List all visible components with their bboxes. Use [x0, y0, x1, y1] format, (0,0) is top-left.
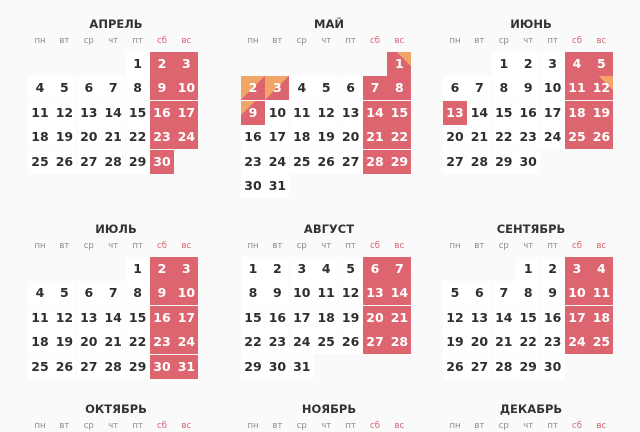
weekday-label: вт — [272, 421, 283, 431]
day-cell[interactable]: 4 — [314, 257, 338, 281]
day-cell[interactable]: 11 — [28, 101, 52, 125]
day-cell[interactable]: 26 — [443, 355, 467, 379]
weekday-label: пн — [449, 36, 461, 46]
day-cell[interactable]: 3 — [174, 52, 198, 76]
day-cell[interactable]: 5 — [589, 52, 613, 76]
day-cell[interactable]: 20 — [363, 306, 387, 330]
day-cell[interactable]: 6 — [443, 76, 467, 100]
day-cell[interactable]: 8 — [492, 76, 516, 100]
month-title: ИЮНЬ — [510, 17, 552, 31]
day-cell[interactable]: 11 — [314, 281, 338, 305]
weekday-label: вт — [272, 241, 283, 251]
day-cell[interactable]: 24 — [541, 125, 565, 149]
day-cell[interactable]: 3 — [565, 257, 589, 281]
day-cell[interactable]: 28 — [387, 330, 411, 354]
day-cell[interactable]: 3 — [290, 257, 314, 281]
day-cell[interactable]: 24 — [290, 330, 314, 354]
day-cell[interactable]: 16 — [516, 101, 540, 125]
weekday-label: ср — [498, 421, 509, 431]
weekday-label: чт — [321, 421, 332, 431]
weekday-label: вт — [59, 241, 70, 251]
day-cell[interactable]: 3 — [265, 76, 289, 100]
weekday-label: чт — [523, 241, 534, 251]
weekday-label: вс — [394, 36, 405, 46]
day-cell[interactable]: 22 — [241, 330, 265, 354]
day-cell[interactable]: 28 — [101, 150, 125, 174]
day-cell[interactable]: 16 — [150, 101, 174, 125]
day-cell[interactable]: 13 — [77, 101, 101, 125]
day-cell[interactable]: 19 — [314, 125, 338, 149]
day-cell[interactable]: 15 — [241, 306, 265, 330]
day-cell[interactable]: 17 — [565, 306, 589, 330]
day-cell[interactable]: 15 — [387, 101, 411, 125]
day-cell[interactable]: 28 — [363, 150, 387, 174]
day-cell[interactable]: 8 — [126, 76, 150, 100]
day-cell[interactable]: 23 — [150, 330, 174, 354]
weekday-label: пт — [132, 36, 143, 46]
weekday-label: пт — [547, 421, 558, 431]
weekday-label: ср — [83, 241, 94, 251]
day-cell[interactable]: 22 — [516, 330, 540, 354]
weekday-label: вс — [596, 241, 607, 251]
day-cell[interactable]: 7 — [363, 76, 387, 100]
day-cell[interactable]: 30 — [516, 150, 540, 174]
weekday-label: пт — [547, 241, 558, 251]
day-cell[interactable]: 7 — [492, 281, 516, 305]
day-cell[interactable]: 17 — [174, 101, 198, 125]
day-cell[interactable]: 14 — [387, 281, 411, 305]
day-cell[interactable]: 17 — [541, 101, 565, 125]
weekday-label: сб — [157, 36, 167, 46]
day-cell[interactable]: 10 — [174, 281, 198, 305]
day-cell[interactable]: 21 — [363, 125, 387, 149]
weekday-label: вс — [181, 241, 192, 251]
day-cell[interactable]: 11 — [565, 76, 589, 100]
day-cell[interactable]: 27 — [363, 330, 387, 354]
day-cell[interactable]: 13 — [467, 306, 491, 330]
weekday-label: пт — [345, 241, 356, 251]
day-cell[interactable]: 20 — [339, 125, 363, 149]
day-cell[interactable]: 10 — [174, 76, 198, 100]
day-cell[interactable]: 31 — [265, 174, 289, 198]
day-cell[interactable]: 17 — [174, 306, 198, 330]
day-cell[interactable]: 12 — [52, 101, 76, 125]
day-cell[interactable]: 5 — [314, 76, 338, 100]
day-cell[interactable]: 29 — [241, 355, 265, 379]
day-cell[interactable]: 21 — [467, 125, 491, 149]
month-title: ИЮЛЬ — [95, 222, 137, 236]
day-cell[interactable]: 27 — [339, 150, 363, 174]
weekday-label: вс — [394, 421, 405, 431]
weekday-label: вт — [59, 36, 70, 46]
day-cell[interactable]: 15 — [126, 101, 150, 125]
day-cell[interactable]: 9 — [516, 76, 540, 100]
day-cell[interactable]: 22 — [387, 125, 411, 149]
day-cell[interactable]: 26 — [339, 330, 363, 354]
day-cell[interactable]: 6 — [467, 281, 491, 305]
day-cell[interactable]: 24 — [174, 125, 198, 149]
weekday-label: ср — [296, 36, 307, 46]
day-cell[interactable]: 1 — [516, 257, 540, 281]
month-title: АПРЕЛЬ — [89, 17, 143, 31]
day-cell[interactable]: 11 — [290, 101, 314, 125]
weekday-label: чт — [108, 36, 119, 46]
day-cell[interactable]: 12 — [52, 306, 76, 330]
day-cell[interactable]: 19 — [443, 330, 467, 354]
month-title: НОЯБРЬ — [301, 402, 357, 416]
weekday-label: вс — [596, 36, 607, 46]
day-cell[interactable]: 28 — [467, 150, 491, 174]
day-cell[interactable]: 18 — [290, 125, 314, 149]
day-cell[interactable]: 18 — [28, 125, 52, 149]
day-cell[interactable]: 30 — [541, 355, 565, 379]
day-cell[interactable]: 5 — [52, 281, 76, 305]
day-cell[interactable]: 24 — [174, 330, 198, 354]
day-cell[interactable]: 13 — [443, 101, 467, 125]
day-cell[interactable]: 18 — [28, 330, 52, 354]
day-cell[interactable]: 8 — [387, 76, 411, 100]
day-cell[interactable]: 23 — [516, 125, 540, 149]
day-cell[interactable]: 1 — [126, 257, 150, 281]
day-cell[interactable]: 2 — [150, 52, 174, 76]
day-cell[interactable]: 2 — [241, 76, 265, 100]
day-cell[interactable]: 12 — [443, 306, 467, 330]
day-cell[interactable]: 17 — [290, 306, 314, 330]
day-cell[interactable]: 25 — [589, 330, 613, 354]
day-cell[interactable]: 23 — [241, 150, 265, 174]
weekday-label: чт — [108, 241, 119, 251]
day-cell[interactable]: 18 — [314, 306, 338, 330]
day-cell[interactable]: 29 — [126, 150, 150, 174]
day-cell[interactable]: 21 — [101, 330, 125, 354]
weekday-label: пт — [345, 421, 356, 431]
weekday-label: пн — [34, 421, 46, 431]
day-cell[interactable]: 22 — [126, 125, 150, 149]
day-cell[interactable]: 6 — [363, 257, 387, 281]
day-cell[interactable]: 2 — [150, 257, 174, 281]
weekday-label: вс — [181, 36, 192, 46]
day-cell[interactable]: 5 — [339, 257, 363, 281]
day-cell[interactable]: 10 — [565, 281, 589, 305]
day-cell[interactable]: 23 — [265, 330, 289, 354]
weekday-label: ср — [83, 36, 94, 46]
day-cell[interactable]: 8 — [241, 281, 265, 305]
day-cell[interactable]: 27 — [77, 150, 101, 174]
day-cell[interactable]: 5 — [52, 76, 76, 100]
day-cell[interactable]: 18 — [589, 306, 613, 330]
weekday-label: пт — [345, 36, 356, 46]
weekday-label: ср — [498, 36, 509, 46]
day-cell[interactable]: 2 — [516, 52, 540, 76]
day-cell[interactable]: 25 — [314, 330, 338, 354]
day-cell[interactable]: 21 — [492, 330, 516, 354]
day-cell[interactable]: 29 — [126, 355, 150, 379]
day-cell[interactable]: 14 — [101, 101, 125, 125]
day-cell[interactable]: 24 — [565, 330, 589, 354]
weekday-label: пт — [132, 421, 143, 431]
day-cell[interactable]: 16 — [150, 306, 174, 330]
day-cell[interactable]: 20 — [77, 330, 101, 354]
day-cell[interactable]: 1 — [126, 52, 150, 76]
day-cell[interactable]: 27 — [443, 150, 467, 174]
day-cell[interactable]: 5 — [443, 281, 467, 305]
weekday-label: вт — [272, 36, 283, 46]
month-title: ОКТЯБРЬ — [85, 402, 147, 416]
day-cell[interactable]: 12 — [339, 281, 363, 305]
day-cell[interactable]: 25 — [290, 150, 314, 174]
weekday-label: пн — [247, 241, 259, 251]
day-cell[interactable]: 26 — [52, 355, 76, 379]
day-cell[interactable]: 19 — [52, 330, 76, 354]
day-cell[interactable]: 14 — [467, 101, 491, 125]
weekday-label: вт — [59, 421, 70, 431]
day-cell[interactable]: 3 — [174, 257, 198, 281]
weekday-label: пт — [132, 241, 143, 251]
day-cell[interactable]: 17 — [265, 125, 289, 149]
day-cell[interactable]: 26 — [314, 150, 338, 174]
weekday-label: сб — [572, 241, 582, 251]
day-cell[interactable]: 24 — [265, 150, 289, 174]
weekday-label: пн — [34, 241, 46, 251]
day-cell[interactable]: 13 — [77, 306, 101, 330]
day-cell[interactable]: 26 — [589, 125, 613, 149]
day-cell[interactable]: 28 — [101, 355, 125, 379]
day-cell[interactable]: 9 — [265, 281, 289, 305]
day-cell[interactable]: 9 — [541, 281, 565, 305]
day-cell[interactable]: 14 — [363, 101, 387, 125]
day-cell[interactable]: 8 — [126, 281, 150, 305]
day-cell[interactable]: 7 — [101, 76, 125, 100]
day-cell[interactable]: 29 — [387, 150, 411, 174]
weekday-label: сб — [157, 241, 167, 251]
weekday-label: ср — [83, 421, 94, 431]
day-cell[interactable]: 2 — [541, 257, 565, 281]
day-cell[interactable]: 1 — [241, 257, 265, 281]
day-cell[interactable]: 6 — [339, 76, 363, 100]
day-cell[interactable]: 25 — [28, 150, 52, 174]
day-cell[interactable]: 14 — [492, 306, 516, 330]
weekday-label: чт — [321, 36, 332, 46]
day-cell[interactable]: 4 — [28, 76, 52, 100]
weekday-label: сб — [370, 36, 380, 46]
day-cell[interactable]: 14 — [101, 306, 125, 330]
day-cell[interactable]: 6 — [77, 76, 101, 100]
weekday-label: сб — [157, 421, 167, 431]
day-cell[interactable]: 11 — [28, 306, 52, 330]
day-cell[interactable]: 23 — [150, 125, 174, 149]
day-cell[interactable]: 22 — [126, 330, 150, 354]
day-cell[interactable]: 15 — [126, 306, 150, 330]
weekday-label: вс — [394, 241, 405, 251]
weekday-label: вс — [596, 421, 607, 431]
day-cell[interactable]: 29 — [516, 355, 540, 379]
weekday-label: пн — [34, 36, 46, 46]
day-cell[interactable]: 16 — [541, 306, 565, 330]
weekday-label: сб — [572, 421, 582, 431]
day-cell[interactable]: 4 — [28, 281, 52, 305]
day-cell[interactable]: 1 — [492, 52, 516, 76]
weekday-label: чт — [523, 421, 534, 431]
month-title: СЕНТЯБРЬ — [496, 222, 566, 236]
day-cell[interactable]: 15 — [492, 101, 516, 125]
day-cell[interactable]: 21 — [387, 306, 411, 330]
day-cell[interactable]: 16 — [265, 306, 289, 330]
weekday-label: чт — [108, 421, 119, 431]
weekday-label: вт — [474, 241, 485, 251]
day-cell[interactable]: 19 — [339, 306, 363, 330]
day-cell[interactable]: 30 — [265, 355, 289, 379]
day-cell[interactable]: 31 — [174, 355, 198, 379]
weekday-label: пн — [247, 421, 259, 431]
weekday-label: сб — [572, 36, 582, 46]
weekday-label: пн — [449, 241, 461, 251]
day-cell[interactable]: 10 — [541, 76, 565, 100]
day-cell[interactable]: 18 — [565, 101, 589, 125]
weekday-label: чт — [321, 241, 332, 251]
day-cell[interactable]: 27 — [77, 355, 101, 379]
day-cell[interactable]: 12 — [314, 101, 338, 125]
weekday-label: пн — [449, 421, 461, 431]
weekday-label: вс — [181, 421, 192, 431]
day-cell[interactable]: 1 — [387, 52, 411, 76]
day-cell[interactable]: 6 — [77, 281, 101, 305]
month-title: ДЕКАБРЬ — [499, 402, 563, 416]
day-cell[interactable]: 8 — [516, 281, 540, 305]
day-cell[interactable]: 3 — [541, 52, 565, 76]
day-cell[interactable]: 10 — [290, 281, 314, 305]
day-cell[interactable]: 19 — [589, 101, 613, 125]
day-cell[interactable]: 23 — [541, 330, 565, 354]
day-cell[interactable]: 9 — [150, 281, 174, 305]
day-cell[interactable]: 20 — [77, 125, 101, 149]
weekday-label: ср — [498, 241, 509, 251]
day-cell[interactable]: 10 — [265, 101, 289, 125]
day-cell[interactable]: 15 — [516, 306, 540, 330]
day-cell[interactable]: 20 — [467, 330, 491, 354]
day-cell[interactable]: 2 — [265, 257, 289, 281]
day-cell[interactable]: 30 — [150, 355, 174, 379]
month-title: МАЙ — [314, 17, 344, 31]
day-cell[interactable]: 20 — [443, 125, 467, 149]
weekday-label: вт — [474, 421, 485, 431]
day-cell[interactable]: 4 — [589, 257, 613, 281]
day-cell[interactable]: 4 — [290, 76, 314, 100]
weekday-label: ср — [296, 241, 307, 251]
day-cell[interactable]: 26 — [52, 150, 76, 174]
day-cell[interactable]: 27 — [467, 355, 491, 379]
day-cell[interactable]: 12 — [589, 76, 613, 100]
weekday-label: сб — [370, 421, 380, 431]
day-cell[interactable]: 7 — [387, 257, 411, 281]
day-cell[interactable]: 30 — [150, 150, 174, 174]
day-cell[interactable]: 16 — [241, 125, 265, 149]
day-cell[interactable]: 13 — [363, 281, 387, 305]
day-cell[interactable]: 19 — [52, 125, 76, 149]
day-cell[interactable]: 25 — [28, 355, 52, 379]
day-cell[interactable]: 22 — [492, 125, 516, 149]
day-cell[interactable]: 29 — [492, 150, 516, 174]
day-cell[interactable]: 21 — [101, 125, 125, 149]
weekday-label: чт — [523, 36, 534, 46]
day-cell[interactable]: 4 — [565, 52, 589, 76]
day-cell[interactable]: 9 — [150, 76, 174, 100]
weekday-label: сб — [370, 241, 380, 251]
day-cell[interactable]: 7 — [101, 281, 125, 305]
day-cell[interactable]: 30 — [241, 174, 265, 198]
day-cell[interactable]: 28 — [492, 355, 516, 379]
day-cell[interactable]: 9 — [241, 101, 265, 125]
day-cell[interactable]: 7 — [467, 76, 491, 100]
day-cell[interactable]: 13 — [339, 101, 363, 125]
month-title: АВГУСТ — [303, 222, 355, 236]
weekday-label: пн — [247, 36, 259, 46]
weekday-label: ср — [296, 421, 307, 431]
day-cell[interactable]: 31 — [290, 355, 314, 379]
day-cell[interactable]: 11 — [589, 281, 613, 305]
weekday-label: вт — [474, 36, 485, 46]
day-cell[interactable]: 25 — [565, 125, 589, 149]
weekday-label: пт — [547, 36, 558, 46]
